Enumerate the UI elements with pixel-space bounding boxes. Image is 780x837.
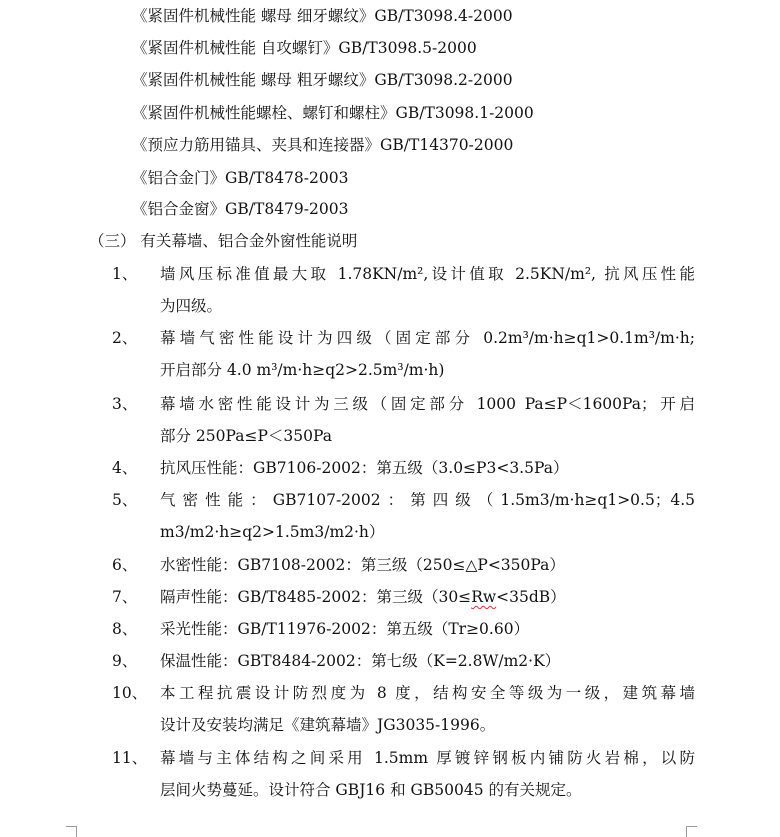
item-number: 9、 — [112, 652, 138, 670]
section-heading: （三） 有关幕墙、铝合金外窗性能说明 — [89, 232, 358, 250]
standard-item: 《铝合金窗》GB/T8479-2003 — [132, 200, 349, 218]
item-text: 幕墙与主体结构之间采用 1.5mm 厚镀锌钢板内铺防火岩棉，以防 层间火势蔓延。设计符合 GBJ16 和 GB50045 的有关规定。 — [160, 749, 695, 799]
spellcheck-underline: Rw — [471, 588, 497, 606]
item-text: 幕墙水密性能设计为三级（固定部分 1000 Pa≤P＜1600Pa；开启 部分 250Pa≤P＜350Pa — [160, 395, 695, 445]
item-text: 墙风压标准值最大取 1.78KN/m²,设计值取 2.5KN/m², 抗风压性能 为四级。 — [160, 265, 695, 315]
item-number: 7、 — [112, 588, 138, 606]
standard-item: 《紧固件机械性能 螺母 粗牙螺纹》GB/T3098.2-2000 — [132, 71, 513, 89]
item-text: 采光性能：GB/T11976-2002：第五级（Tr≥0.60） — [160, 620, 530, 638]
item-number: 1、 — [112, 265, 138, 283]
item-number: 11、 — [112, 749, 148, 767]
item-text: 抗风压性能：GB7106-2002：第五级（3.0≤P3<3.5Pa） — [160, 459, 569, 477]
item-number: 10、 — [112, 684, 148, 702]
margin-corner-mark-right — [686, 826, 697, 837]
standard-item: 《紧固件机械性能 自攻螺钉》GB/T3098.5-2000 — [132, 39, 477, 57]
standard-item: 《铝合金门》GB/T8478-2003 — [132, 169, 349, 187]
item-number: 4、 — [112, 459, 138, 477]
item-number: 2、 — [112, 329, 138, 347]
margin-corner-mark-left — [66, 826, 77, 837]
standard-item: 《紧固件机械性能螺栓、螺钉和螺柱》GB/T3098.1-2000 — [132, 104, 534, 122]
item-number: 3、 — [112, 395, 138, 413]
item-text: 幕墙气密性能设计为四级（固定部分 0.2m³/m·h≥q1>0.1m³/m·h; 开启部分 4.0 m³/m·h≥q2>2.5m³/m·h) — [160, 329, 695, 379]
item-text: 气密性能：GB7107-2002：第四级（1.5m3/m·h≥q1>0.5；4.5 m3/m2·h≥q2>1.5m3/m2·h） — [160, 491, 695, 541]
item-text: 本工程抗震设计防烈度为 8 度，结构安全等级为一级，建筑幕墙 设计及安装均满足《建筑幕墙》JG3035-1996。 — [160, 684, 695, 734]
item-text: 隔声性能：GB/T8485-2002：第三级（30≤Rw<35dB） — [160, 588, 566, 606]
item-number: 6、 — [112, 556, 138, 574]
standard-item: 《预应力筋用锚具、夹具和连接器》GB/T14370-2000 — [132, 136, 514, 154]
item-text: 保温性能：GBT8484-2002：第七级（K=2.8W/m2·K） — [160, 652, 561, 670]
item-number: 8、 — [112, 620, 138, 638]
item-number: 5、 — [112, 491, 138, 509]
item-text: 水密性能：GB7108-2002：第三级（250≤△P<350Pa） — [160, 556, 565, 574]
standard-item: 《紧固件机械性能 螺母 细牙螺纹》GB/T3098.4-2000 — [132, 7, 513, 25]
